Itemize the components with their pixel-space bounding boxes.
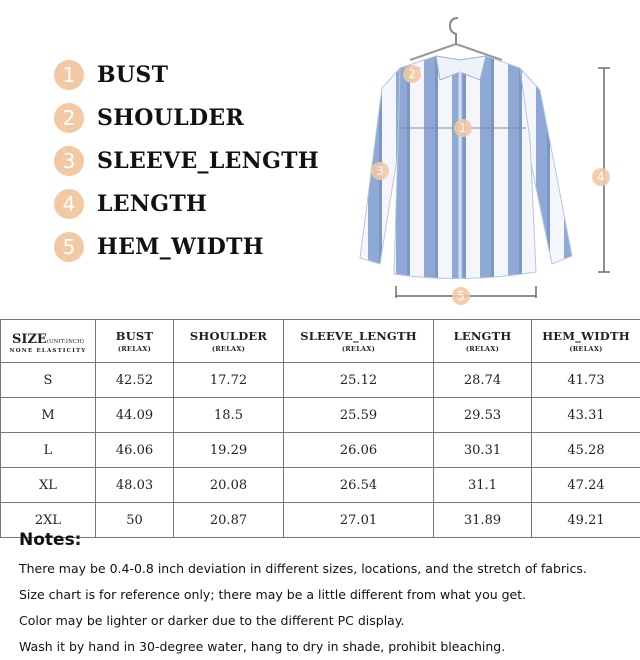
cell-shoulder: 20.87 — [174, 503, 284, 538]
table-row — [1, 398, 640, 433]
cell-size: XL — [1, 468, 96, 503]
column-header-sleeve-length: SLEEVE_LENGTH (RELAX) — [284, 320, 434, 363]
cell-bust: 48.03 — [96, 468, 174, 503]
cell-shoulder: 18.5 — [174, 398, 284, 433]
legend-badge: 4 — [54, 189, 84, 219]
note-line: Size chart is for reference only; there may be a little different from what you get. — [19, 582, 634, 608]
cell-bust: 50 — [96, 503, 174, 538]
cell-shoulder: 20.08 — [174, 468, 284, 503]
note-line: Wash it by hand in 30-degree water, hang to dry in shade, prohibit bleaching. — [19, 634, 634, 660]
marker-sleeve-length: 3 — [371, 162, 389, 180]
cell-hem-width: 49.21 — [532, 503, 640, 538]
shirt-illustration — [340, 10, 640, 310]
cell-hem-width: 41.73 — [532, 363, 640, 398]
hanger-icon — [450, 18, 458, 44]
cell-bust: 42.52 — [96, 363, 174, 398]
cell-size: 2XL — [1, 503, 96, 538]
column-header-bust: BUST (RELAX) — [96, 320, 174, 363]
legend-label: SLEEVE_LENGTH — [97, 148, 319, 174]
cell-sleeve-length: 25.59 — [284, 398, 434, 433]
legend-badge: 5 — [54, 232, 84, 262]
table-row — [1, 363, 640, 398]
cell-sleeve-length: 25.12 — [284, 363, 434, 398]
cell-length: 30.31 — [434, 433, 532, 468]
cell-length: 28.74 — [434, 363, 532, 398]
legend-badge: 3 — [54, 146, 84, 176]
cell-length: 31.1 — [434, 468, 532, 503]
cell-bust: 46.06 — [96, 433, 174, 468]
column-header-size: SIZE(UNIT:INCH) NONE ELASTICITY — [1, 320, 96, 363]
legend-item-sleeve-length — [54, 139, 319, 182]
legend-label: HEM_WIDTH — [97, 234, 264, 260]
cell-shoulder: 17.72 — [174, 363, 284, 398]
legend-item-bust — [54, 53, 319, 96]
cell-size: M — [1, 398, 96, 433]
cell-sleeve-length: 26.06 — [284, 433, 434, 468]
note-line: There may be 0.4-0.8 inch deviation in different sizes, locations, and the stretch of fabrics. — [19, 556, 634, 582]
table-row — [1, 468, 640, 503]
marker-bust: 1 — [454, 119, 472, 137]
cell-sleeve-length: 27.01 — [284, 503, 434, 538]
marker-hem-width: 5 — [452, 287, 470, 305]
cell-sleeve-length: 26.54 — [284, 468, 434, 503]
cell-bust: 44.09 — [96, 398, 174, 433]
legend-label: LENGTH — [97, 191, 207, 217]
cell-length: 29.53 — [434, 398, 532, 433]
table-row — [1, 433, 640, 468]
marker-length: 4 — [592, 168, 610, 186]
note-line: Color may be lighter or darker due to the different PC display. — [19, 608, 634, 634]
notes-section — [19, 530, 634, 660]
cell-hem-width: 47.24 — [532, 468, 640, 503]
shirt-drawing — [340, 10, 640, 310]
marker-shoulder: 2 — [403, 65, 421, 83]
legend-item-length — [54, 182, 319, 225]
measurement-legend — [54, 53, 319, 268]
legend-label: BUST — [97, 62, 168, 88]
legend-item-hem-width — [54, 225, 319, 268]
cell-length: 31.89 — [434, 503, 532, 538]
legend-item-shoulder — [54, 96, 319, 139]
legend-badge: 1 — [54, 60, 84, 90]
cell-hem-width: 43.31 — [532, 398, 640, 433]
column-header-hem-width: HEM_WIDTH (RELAX) — [532, 320, 640, 363]
column-header-length: LENGTH (RELAX) — [434, 320, 532, 363]
cell-shoulder: 19.29 — [174, 433, 284, 468]
column-header-shoulder: SHOULDER (RELAX) — [174, 320, 284, 363]
notes-title: Notes: — [19, 530, 634, 550]
cell-size: S — [1, 363, 96, 398]
cell-hem-width: 45.28 — [532, 433, 640, 468]
legend-badge: 2 — [54, 103, 84, 133]
legend-label: SHOULDER — [97, 105, 244, 131]
size-chart-table — [0, 319, 640, 538]
cell-size: L — [1, 433, 96, 468]
table-header-row — [1, 320, 640, 363]
shirt-body — [394, 56, 536, 279]
